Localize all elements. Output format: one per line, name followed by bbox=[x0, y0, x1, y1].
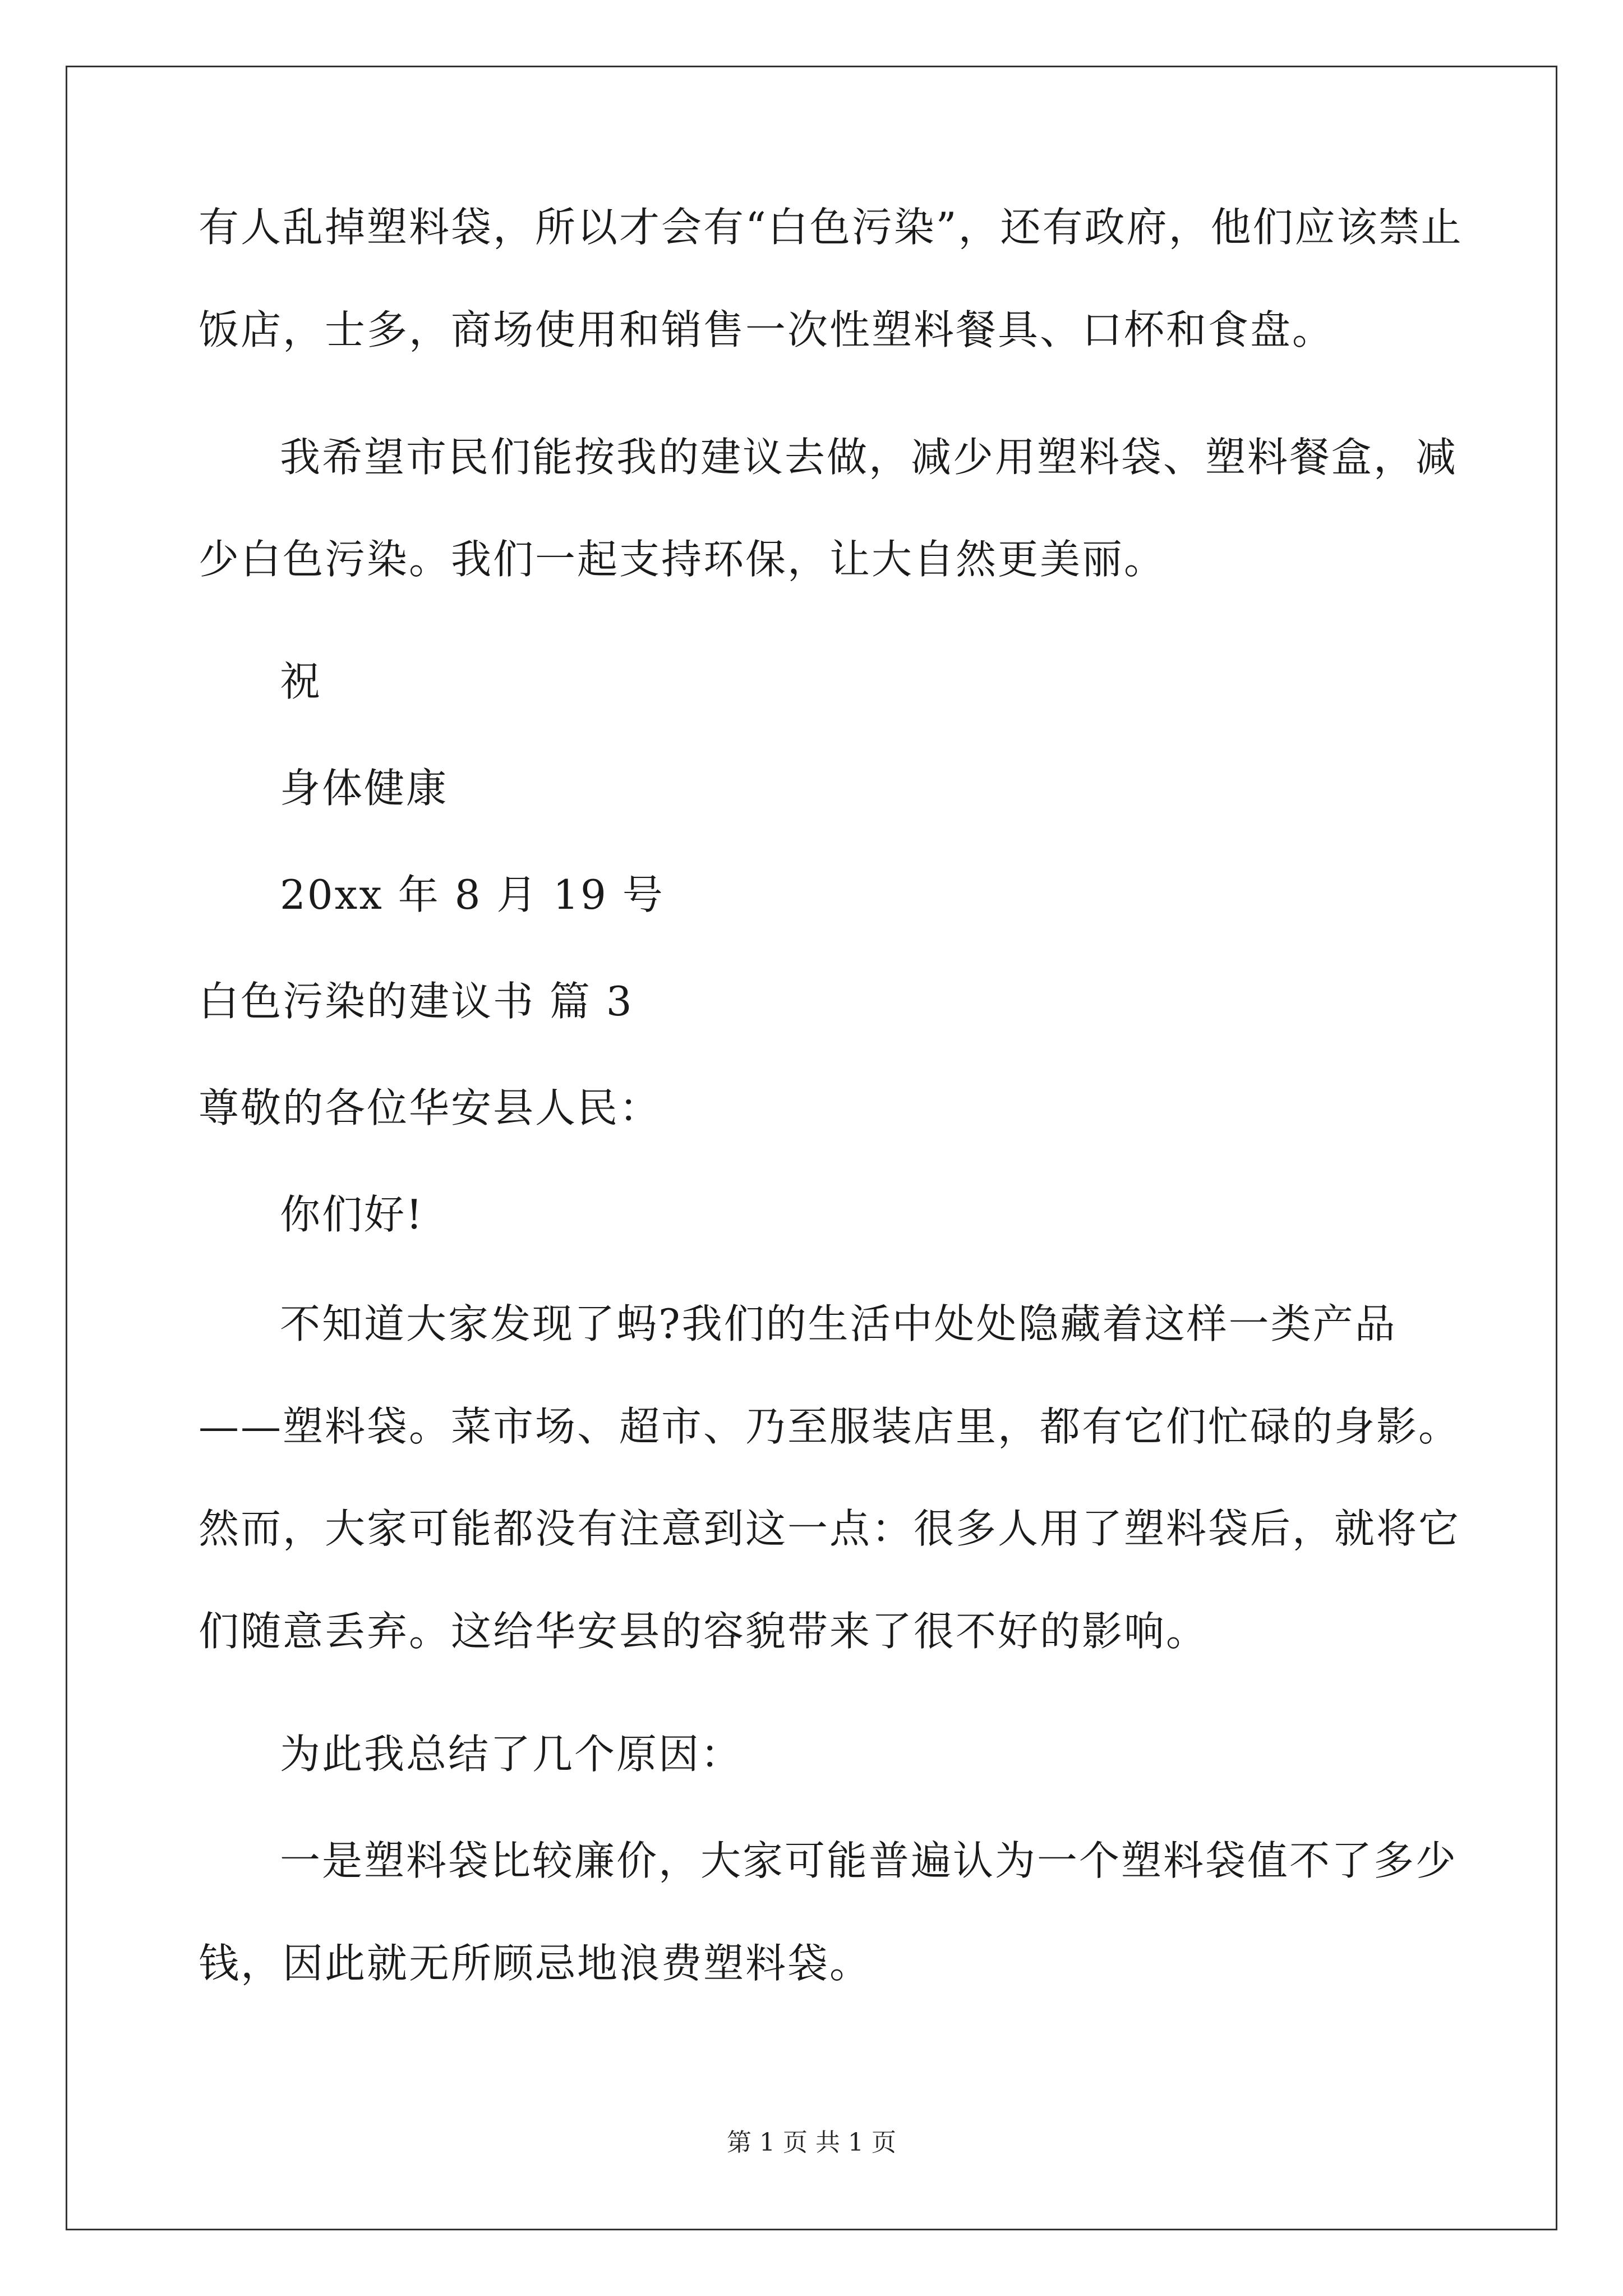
text-line: 不知道大家发现了蚂?我们的生活中处处隐藏着这样一类产品 bbox=[280, 1300, 1397, 1347]
page-border bbox=[66, 66, 1557, 2230]
text-line: ——塑料袋。菜市场、超市、乃至服装店里，都有它们忙碌的身影。 bbox=[199, 1403, 1461, 1450]
text-line: 钱，因此就无所顾忌地浪费塑料袋。 bbox=[199, 1940, 872, 1987]
text-line: 祝 bbox=[280, 658, 322, 705]
text-line: 为此我总结了几个原因： bbox=[280, 1731, 743, 1778]
salutation: 尊敬的各位华安县人民： bbox=[199, 1084, 662, 1131]
text-line: 们随意丢弃。这给华安县的容貌带来了很不好的影响。 bbox=[199, 1608, 1209, 1655]
text-line: 一是塑料袋比较廉价，大家可能普遍认为一个塑料袋值不了多少 bbox=[280, 1837, 1458, 1884]
text-line: 饭店，士多，商场使用和销售一次性塑料餐具、口杯和食盘。 bbox=[199, 306, 1335, 353]
text-line: 身体健康 bbox=[280, 765, 449, 812]
text-line: 然而，大家可能都没有注意到这一点：很多人用了塑料袋后，就将它 bbox=[199, 1505, 1461, 1552]
page-footer: 第 1 页 共 1 页 bbox=[727, 2128, 896, 2157]
text-line: 有人乱掉塑料袋，所以才会有“白色污染”，还有政府，他们应该禁止 bbox=[199, 204, 1463, 251]
text-line: 少白色污染。我们一起支持环保，让大自然更美丽。 bbox=[199, 536, 1166, 583]
section-heading: 白色污染的建议书 篇 3 bbox=[199, 978, 634, 1025]
text-line: 20xx 年 8 月 19 号 bbox=[280, 871, 665, 918]
text-line: 我希望市民们能按我的建议去做，减少用塑料袋、塑料餐盒，减 bbox=[280, 434, 1458, 481]
greeting: 你们好! bbox=[280, 1191, 424, 1238]
